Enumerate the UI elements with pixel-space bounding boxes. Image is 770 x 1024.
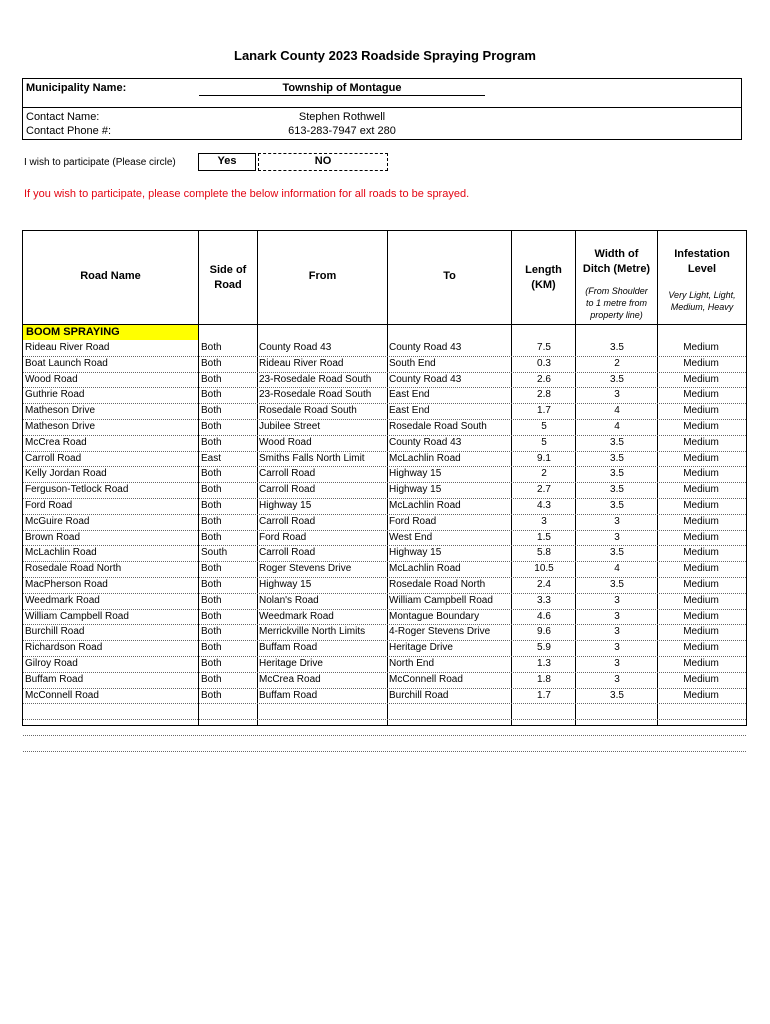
header-level: Level [687,263,717,275]
from-cell: Jubilee Street [259,420,321,432]
length-cell: 5.9 [537,642,551,654]
infestation-cell: Medium [683,405,719,417]
from-cell: Carroll Road [259,468,316,480]
from-cell: Buffam Road [259,689,318,701]
table-row [23,388,746,404]
info-divider [23,107,741,108]
table-row [23,357,746,373]
yes-option[interactable]: Yes [198,153,256,171]
table-row [23,610,746,626]
road-name-cell: William Campbell Road [25,610,129,622]
page-title: Lanark County 2023 Roadside Spraying Program [234,48,536,63]
header-ditch-metre: Ditch (Metre) [582,263,651,275]
side-cell: Both [201,578,222,590]
road-name-cell: McGuire Road [25,515,90,527]
side-cell: Both [201,626,222,638]
to-cell: West End [389,531,433,543]
side-cell: Both [201,342,222,353]
ditch-width-cell: 3.5 [610,452,624,464]
header-ditch-note-2: to 1 metre from [585,298,648,308]
to-cell: Burchill Road [389,689,449,701]
municipality-field[interactable]: Township of Montague [199,80,485,96]
length-cell: 1.5 [537,531,551,543]
road-name-cell: Matheson Drive [25,420,96,432]
side-cell: Both [201,420,222,432]
from-cell: Highway 15 [259,499,312,511]
table-row [23,515,746,531]
side-cell: Both [201,436,222,448]
no-option[interactable]: NO [258,153,388,171]
infestation-cell: Medium [683,452,719,464]
length-cell: 4.6 [537,610,551,622]
ditch-width-cell: 4 [614,563,620,575]
table-row [23,625,746,641]
road-name-cell: Rideau River Road [25,342,110,353]
side-cell: Both [201,484,222,496]
municipality-label: Municipality Name: [26,82,127,94]
table-row [23,641,746,657]
infestation-cell: Medium [683,436,719,448]
table-row [23,657,746,673]
ditch-width-cell: 3.5 [610,342,624,353]
road-name-cell: Richardson Road [25,642,103,654]
from-cell: Heritage Drive [259,657,323,669]
to-cell: County Road 43 [389,373,462,385]
road-name-cell: McCrea Road [25,436,87,448]
to-cell: North End [389,657,435,669]
contact-name-label: Contact Name: [26,111,100,123]
table-row [23,452,746,468]
infestation-cell: Medium [683,531,719,543]
ditch-width-cell: 3.5 [610,547,624,559]
side-cell: Both [201,657,222,669]
contact-name-field[interactable]: Stephen Rothwell [298,111,386,123]
header-infestation-note-1: Very Light, Light, [668,290,736,300]
side-cell: Both [201,689,222,701]
road-name-cell: Kelly Jordan Road [25,468,107,480]
ditch-width-cell: 3 [614,610,620,622]
road-name-cell: Ferguson-Tetlock Road [25,484,129,496]
table-row [23,704,746,720]
side-cell: South [201,547,228,559]
table-row [23,594,746,610]
from-cell: 23-Rosedale Road South [259,389,372,401]
length-cell: 1.7 [537,689,551,701]
from-cell: Buffam Road [259,642,318,654]
road-name-cell: Ford Road [25,499,73,511]
infestation-cell: Medium [683,499,719,511]
to-cell: Montague Boundary [389,610,480,622]
side-cell: Both [201,373,222,385]
infestation-cell: Medium [683,515,719,527]
table-row [23,341,746,357]
header-width-of: Width of [594,248,639,260]
length-cell: 2.6 [537,373,551,385]
table-row [23,531,746,547]
section-boom-spraying: BOOM SPRAYING [23,325,198,340]
to-cell: South End [389,357,436,369]
length-cell: 5 [541,436,547,448]
to-cell: McLachlin Road [389,499,461,511]
table-body [23,341,746,752]
side-cell: Both [201,610,222,622]
side-cell: Both [201,405,222,417]
from-cell: Rideau River Road [259,357,344,369]
road-name-cell: Brown Road [25,531,81,543]
from-cell: County Road 43 [259,342,332,353]
length-cell: 7.5 [537,342,551,353]
to-cell: East End [389,389,430,401]
road-name-cell: Boat Launch Road [25,357,108,369]
from-cell: Roger Stevens Drive [259,563,352,575]
infestation-cell: Medium [683,594,719,606]
length-cell: 1.3 [537,657,551,669]
infestation-cell: Medium [683,484,719,496]
ditch-width-cell: 3.5 [610,689,624,701]
infestation-cell: Medium [683,547,719,559]
road-name-cell: Buffam Road [25,673,84,685]
road-name-cell: McConnell Road [25,689,99,701]
to-cell: County Road 43 [389,342,462,353]
participation-label: I wish to participate (Please circle) [24,157,176,168]
from-cell: Weedmark Road [259,610,334,622]
table-row [23,546,746,562]
header-ditch-note-1: (From Shoulder [585,286,648,296]
from-cell: Merrickville North Limits [259,626,366,638]
header-ditch-note-3: property line) [590,310,643,320]
length-cell: 5 [541,420,547,432]
infestation-cell: Medium [683,342,719,353]
header-from: From [308,270,337,282]
to-cell: Rosedale Road South [389,420,487,432]
length-cell: 3.3 [537,594,551,606]
from-cell: Rosedale Road South [259,405,357,417]
infestation-cell: Medium [683,642,719,654]
side-cell: Both [201,389,222,401]
from-cell: Wood Road [259,436,312,448]
from-cell: Carroll Road [259,484,316,496]
to-cell: Ford Road [389,515,437,527]
length-cell: 4.3 [537,499,551,511]
to-cell: Highway 15 [389,484,442,496]
to-cell: McLachlin Road [389,563,461,575]
infestation-cell: Medium [683,357,719,369]
ditch-width-cell: 3 [614,515,620,527]
table-row [23,373,746,389]
header-length: Length [525,264,562,276]
from-cell: Carroll Road [259,515,316,527]
length-cell: 1.7 [537,405,551,417]
ditch-width-cell: 3 [614,657,620,669]
ditch-width-cell: 3.5 [610,373,624,385]
header-road: Road [214,279,242,291]
municipality-info-box [22,78,742,140]
from-cell: Smiths Falls North Limit [259,452,365,464]
length-cell: 10.5 [534,563,554,575]
ditch-width-cell: 3.5 [610,468,624,480]
ditch-width-cell: 3.5 [610,499,624,511]
from-cell: 23-Rosedale Road South [259,373,372,385]
table-row [23,562,746,578]
table-row [23,720,746,736]
road-name-cell: Rosedale Road North [25,563,122,575]
side-cell: East [201,452,222,464]
ditch-width-cell: 2 [614,357,620,369]
infestation-cell: Medium [683,468,719,480]
to-cell: East End [389,405,430,417]
infestation-cell: Medium [683,389,719,401]
from-cell: Carroll Road [259,547,316,559]
side-cell: Both [201,673,222,685]
table-row [23,736,746,752]
header-road-name: Road Name [80,270,141,282]
road-name-cell: Matheson Drive [25,405,96,417]
to-cell: Highway 15 [389,547,442,559]
length-cell: 2.4 [537,578,551,590]
table-row [23,673,746,689]
side-cell: Both [201,468,222,480]
header-to: To [443,270,456,282]
road-name-cell: Carroll Road [25,452,82,464]
road-name-cell: Weedmark Road [25,594,100,606]
ditch-width-cell: 3.5 [610,484,624,496]
header-length-unit: (KM) [531,279,556,291]
length-cell: 2 [541,468,547,480]
infestation-cell: Medium [683,563,719,575]
contact-phone-field[interactable]: 613-283-7947 ext 280 [288,125,396,137]
table-row [23,689,746,705]
length-cell: 1.8 [537,673,551,685]
to-cell: McConnell Road [389,673,463,685]
side-cell: Both [201,515,222,527]
table-row [23,499,746,515]
to-cell: William Campbell Road [389,594,493,606]
infestation-cell: Medium [683,610,719,622]
ditch-width-cell: 4 [614,405,620,417]
ditch-width-cell: 3 [614,626,620,638]
ditch-width-cell: 3.5 [610,578,624,590]
ditch-width-cell: 4 [614,420,620,432]
infestation-cell: Medium [683,673,719,685]
road-name-cell: Guthrie Road [25,389,85,401]
ditch-width-cell: 3 [614,594,620,606]
road-name-cell: McLachlin Road [25,547,97,559]
infestation-cell: Medium [683,626,719,638]
header-infestation: Infestation [674,248,730,260]
ditch-width-cell: 3 [614,642,620,654]
from-cell: Nolan's Road [259,594,319,606]
header-side-of: Side of [209,264,247,276]
from-cell: Ford Road [259,531,307,543]
contact-phone-label: Contact Phone #: [26,125,112,137]
roads-table [22,230,747,726]
infestation-cell: Medium [683,373,719,385]
infestation-cell: Medium [683,578,719,590]
side-cell: Both [201,357,222,369]
length-cell: 5.8 [537,547,551,559]
road-name-cell: Burchill Road [25,626,85,638]
to-cell: County Road 43 [389,436,462,448]
side-cell: Both [201,594,222,606]
road-name-cell: MacPherson Road [25,578,108,590]
length-cell: 3 [541,515,547,527]
from-cell: Highway 15 [259,578,312,590]
ditch-width-cell: 3.5 [610,436,624,448]
length-cell: 9.6 [537,626,551,638]
to-cell: McLachlin Road [389,452,461,464]
table-row [23,436,746,452]
instruction-text: If you wish to participate, please complete the below information for all roads to be sprayed. [24,188,470,200]
infestation-cell: Medium [683,689,719,701]
road-name-cell: Gilroy Road [25,657,78,669]
side-cell: Both [201,563,222,575]
to-cell: Highway 15 [389,468,442,480]
length-cell: 2.8 [537,389,551,401]
table-row [23,578,746,594]
side-cell: Both [201,531,222,543]
table-row [23,467,746,483]
table-row [23,483,746,499]
ditch-width-cell: 3 [614,531,620,543]
road-name-cell: Wood Road [25,373,78,385]
length-cell: 9.1 [537,452,551,464]
infestation-cell: Medium [683,420,719,432]
to-cell: 4-Roger Stevens Drive [389,626,491,638]
header-infestation-note-2: Medium, Heavy [670,302,734,312]
length-cell: 0.3 [537,357,551,369]
ditch-width-cell: 3 [614,389,620,401]
table-row [23,420,746,436]
to-cell: Heritage Drive [389,642,453,654]
ditch-width-cell: 3 [614,673,620,685]
side-cell: Both [201,499,222,511]
to-cell: Rosedale Road North [389,578,486,590]
table-row [23,404,746,420]
infestation-cell: Medium [683,657,719,669]
side-cell: Both [201,642,222,654]
length-cell: 2.7 [537,484,551,496]
from-cell: McCrea Road [259,673,321,685]
